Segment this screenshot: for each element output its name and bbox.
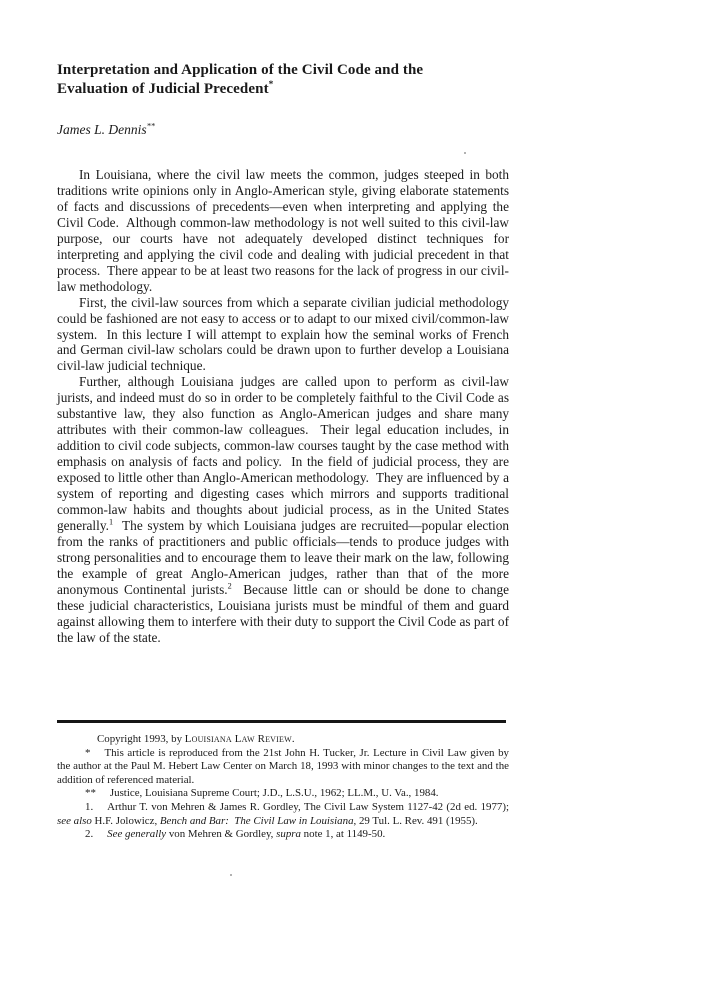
footnote-1 [57, 801, 509, 828]
footnote-double-star-text: Justice, Louisiana Supreme Court; J.D., L.S.U., 1962; LL.M., U. Va., 1984. [109, 787, 439, 800]
article-body [57, 167, 509, 646]
footnote-star-marker: * [85, 746, 91, 759]
paragraph-2: First, the civil-law sources from which a separate civilian judicial methodology could be fashioned are not easy to access or to adapt to our mixed civil/common-law system. In this lecture I will attempt to explain how the seminal works of French and German civil-law scholars could be drawn upon to further develop a Louisiana civil-law judicial technique. [57, 294, 509, 374]
footnote-1-marker: 1. [85, 800, 94, 813]
footnotes-section [57, 733, 509, 842]
footnote-double-star [57, 787, 509, 801]
footnote-1-text: Arthur T. von Mehren & James R. Gordley, The Civil Law System 1127-42 (2d ed. 1977); see also H.F. Jolowicz, Bench and Bar: The Civil Law in Louisiana, 29 Tul. L. Rev. 491 (1955). [57, 800, 509, 827]
footnote-2-text: See generally von Mehren & Gordley, supra note 1, at 1149-50. [107, 828, 386, 841]
author-byline: James L. Dennis** [57, 121, 155, 137]
paragraph-1: In Louisiana, where the civil law meets the common, judges steeped in both traditions write opinions only in Anglo-American style, giving elaborate statements of facts and discussions of precedents—even when interpreting and applying the Civil Code. Although common-law methodology is not well suited to this civil-law purpose, our courts have not adequately developed distinct techniques for interpreting and applying the civil code and dealing with judicial precedent in that process. There appear to be at least two reasons for the lack of progress in our civil-law methodology. [57, 167, 509, 294]
footnote-2-marker: 2. [85, 828, 94, 841]
article-title-line1: Interpretation and Application of the Civil Code and the [57, 62, 424, 78]
footnote-separator-rule [57, 720, 506, 723]
paragraph-3: Further, although Louisiana judges are called upon to perform as civil-law jurists, and indeed must do so in order to be completely faithful to the Civil Code as substantive law, they also function as Anglo-American judges and share many attributes with their common-law colleagues. Their legal education includes, in addition to civil code subjects, common-law courses taught by the case method with emphasis on analysis of facts and policy. In the field of judicial process, they are exposed to little other than Anglo-American methodology. They are influenced by a system of reporting and digesting cases which mirrors and supports traditional common-law habits and thoughts about judicial process, as in the United States generally.$^1$ The system by which Louisiana judges are recruited—popular election from the ranks of practitioners and public officials—tends to produce judges with strong personalities and to encourage them to leave their mark on the law, following the example of great Anglo-American judges, rather than that of the more anonymous Continental jurists.$^2$ Because little can or should be done to change these judicial characteristics, Louisiana jurists must be mindful of them and guard against allowing them to interfere with their duty to support the Civil Code as part of the law of the state. [57, 374, 509, 645]
scan-speck [230, 874, 232, 876]
footnote-star [57, 747, 509, 788]
article-title [57, 61, 527, 99]
footnote-2 [57, 828, 509, 842]
scan-speck [464, 152, 466, 154]
footnote-star-text: This article is reproduced from the 21st John H. Tucker, Jr. Lecture in Civil Law given by the author at the Paul M. Hebert Law Center on March 18, 1993 with minor changes to the text and the addition of referenced material. [57, 746, 509, 786]
footnote-double-star-marker: ** [85, 787, 96, 800]
article-title-line2: Evaluation of Judicial Precedent* [57, 80, 274, 97]
copyright-line: Copyright 1993, by Louisiana Law Review. [97, 733, 295, 745]
